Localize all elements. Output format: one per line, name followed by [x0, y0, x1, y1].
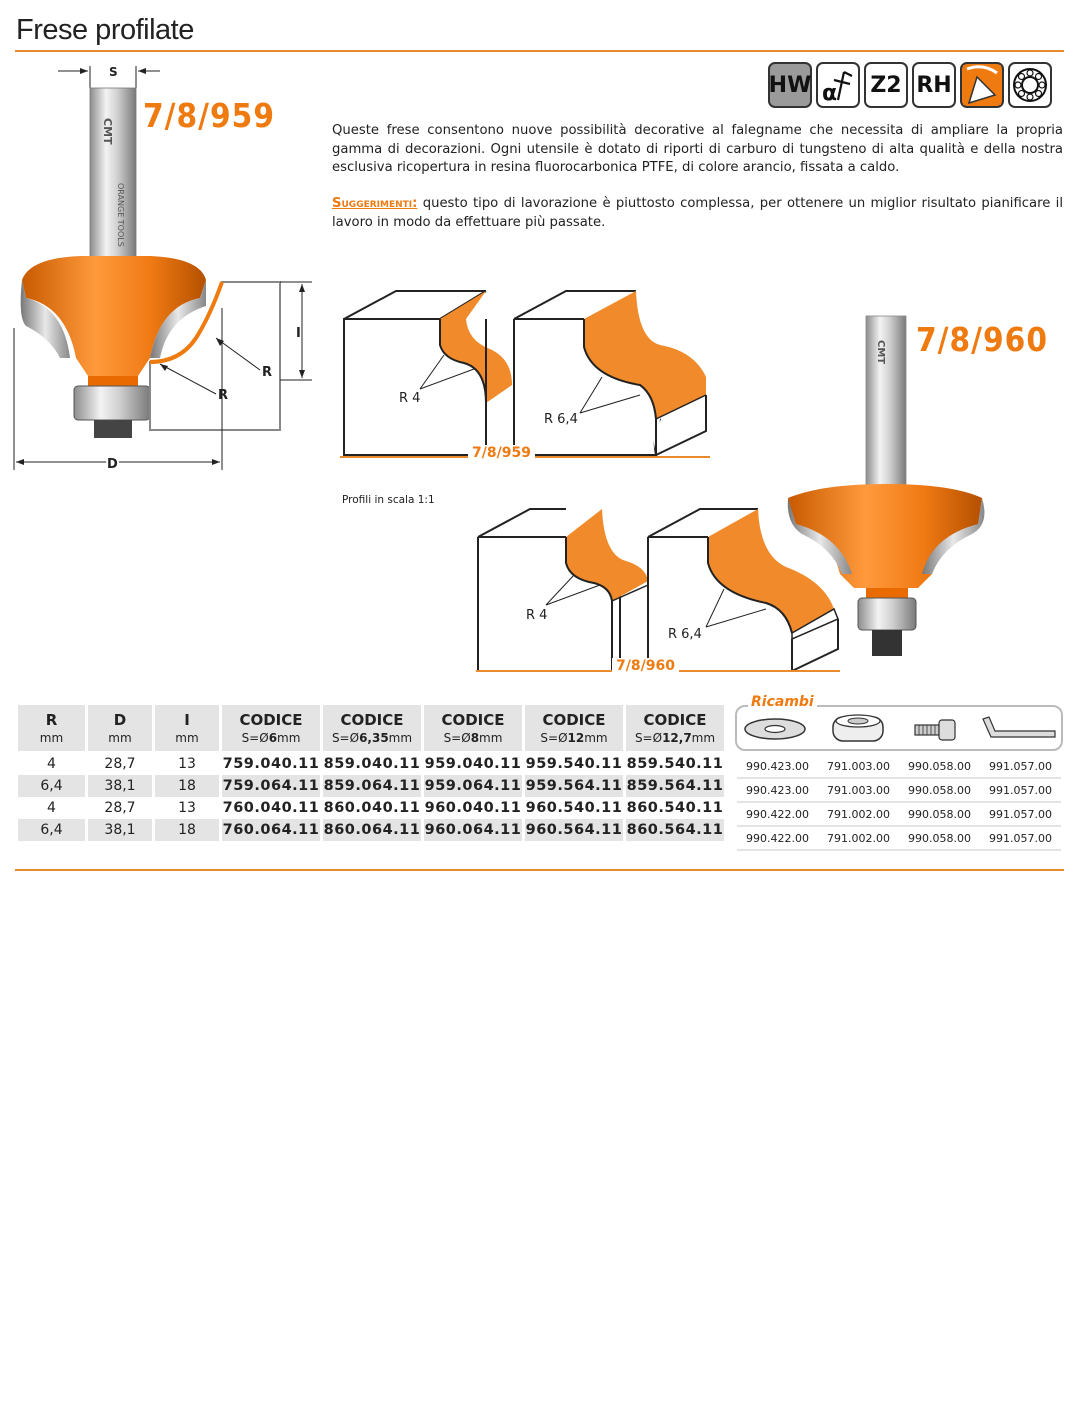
profile-959-illustration	[340, 285, 720, 465]
dim-d-label: D	[107, 457, 118, 472]
ball-bearing-icon	[1008, 62, 1052, 108]
title-rule	[15, 50, 1064, 52]
header-code-6: CODICE S=Ø6mm	[222, 705, 320, 751]
bottom-rule	[15, 869, 1064, 871]
rotation-direction-icon	[960, 62, 1004, 108]
hex-key-icon	[983, 717, 1055, 737]
screw-icon	[915, 720, 955, 740]
table-row: 990.423.00 791.003.00 990.058.00 991.057.00	[737, 755, 1061, 778]
washer-icon	[745, 719, 805, 739]
z2-badge: Z2	[864, 62, 908, 108]
header-code-8: CODICE S=Ø8mm	[424, 705, 522, 751]
page-title: Frese profilate	[16, 14, 194, 46]
product-spec-table	[15, 705, 727, 841]
profile-960-code-label: 7/8/960	[612, 658, 679, 674]
product-description: Queste frese consentono nuove possibilità decorative al falegname che necessita di ampliare la propria gamma di decorazioni. Ogni utensile è dotato di riporti di carburo di tungsteno di alta qualità e della nostra esclusiva ricopertura in resina fluorocarbonica PTFE, di colore arancio, fissata a caldo.	[332, 123, 1063, 175]
header-r: R mm	[18, 705, 85, 751]
profile-960-r64-label: R 6,4	[668, 627, 702, 642]
spares-header-box	[735, 705, 1063, 751]
profile-960-r4-label: R 4	[526, 608, 548, 623]
dim-i-label: I	[296, 326, 301, 341]
header-i: I mm	[155, 705, 219, 751]
profile-959-r4-label: R 4	[399, 391, 421, 406]
header-code-127: CODICE S=Ø12,7mm	[626, 705, 724, 751]
table-header-row	[18, 705, 724, 751]
rh-badge: RH	[912, 62, 956, 108]
spares-table	[737, 755, 1061, 851]
dim-r-lower-label: R	[218, 388, 229, 403]
feature-badges	[768, 62, 1052, 108]
product-code-960: 7/8/960	[916, 320, 1048, 359]
brand-logo: CMT	[101, 118, 114, 145]
hook-angle-icon	[816, 62, 860, 108]
scale-note: Profili in scala 1:1	[342, 494, 435, 506]
svg-text:α: α	[822, 81, 838, 104]
bearing-icon	[833, 715, 883, 741]
brand-logo-960: CMT	[875, 340, 886, 365]
table-row: 990.422.00 791.002.00 990.058.00 991.057.00	[737, 802, 1061, 826]
suggestions-heading: Suggerimenti:	[332, 196, 418, 211]
table-row: 990.422.00 791.002.00 990.058.00 991.057.00	[737, 826, 1061, 850]
header-code-12: CODICE S=Ø12mm	[525, 705, 623, 751]
dim-s-label: S	[109, 65, 118, 79]
brand-subtitle: ORANGE TOOLS	[116, 183, 125, 247]
hw-badge: HW	[768, 62, 812, 108]
header-code-635: CODICE S=Ø6,35mm	[323, 705, 421, 751]
suggestions-paragraph	[332, 195, 1063, 232]
profile-959-code-label: 7/8/959	[468, 445, 535, 461]
product-code-959: 7/8/959	[143, 96, 275, 135]
suggestions-text: questo tipo di lavorazione è piuttosto complessa, per ottenere un miglior risultato pianificare il lavoro in modo da effettuare più passate.	[332, 196, 1063, 230]
table-row: 4 28,7 13 759.040.11 859.040.11 959.040.11 959.540.11 859.540.11	[47, 756, 724, 772]
header-d: D mm	[88, 705, 152, 751]
spares-title: Ricambi	[748, 694, 817, 710]
table-row: 4 28,7 13 760.040.11 860.040.11 960.040.11 960.540.11 860.540.11	[47, 800, 724, 816]
table-row: 990.423.00 791.003.00 990.058.00 991.057.00	[737, 778, 1061, 802]
table-row: 6,4 38,1 18 760.064.11 860.064.11 960.064.11 960.564.11 860.564.11	[18, 819, 724, 841]
dim-r-upper-label: R	[262, 365, 273, 380]
profile-960-illustration	[476, 505, 846, 675]
table-row: 6,4 38,1 18 759.064.11 859.064.11 959.064.11 959.564.11 859.564.11	[18, 775, 724, 797]
profile-959-r64-label: R 6,4	[544, 412, 578, 427]
